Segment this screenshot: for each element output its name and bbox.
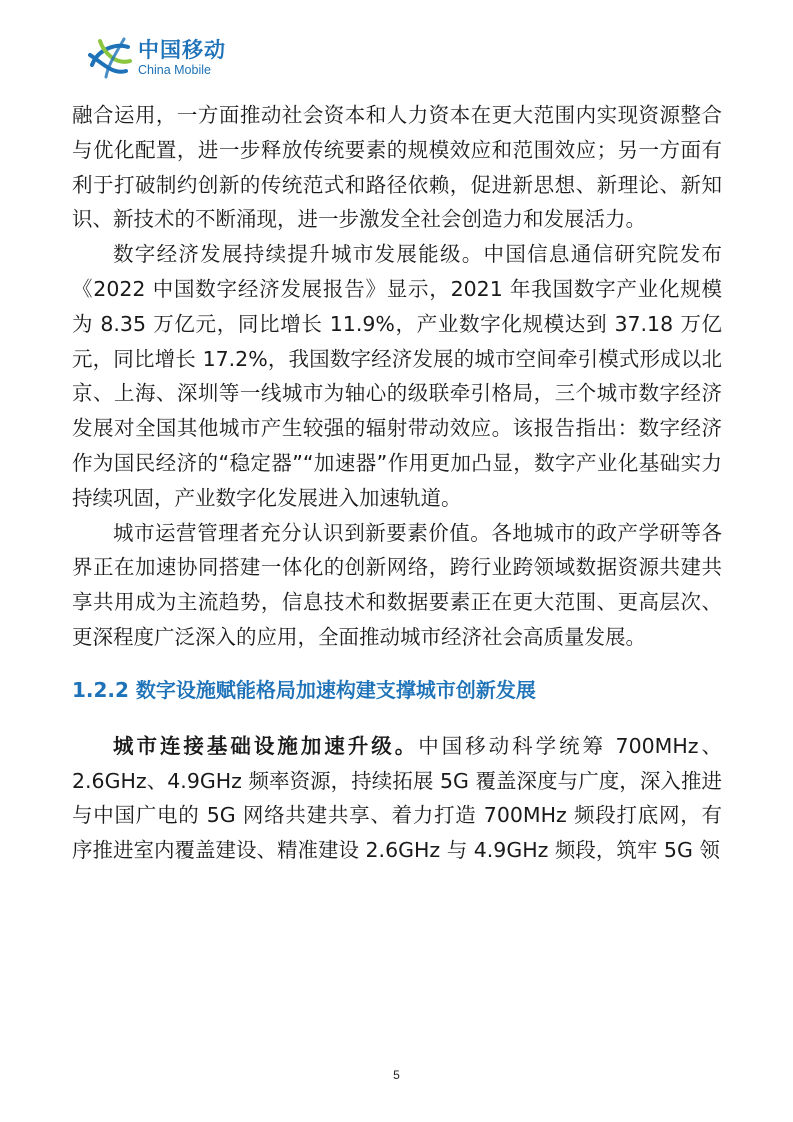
section-paragraph [72, 729, 722, 868]
page-number: 5 [393, 1068, 400, 1082]
china-mobile-logo-icon [86, 35, 132, 81]
paragraph-lead: 城市连接基础设施加速升级。 [113, 733, 419, 758]
paragraph-text: 中国移动科学统筹 700MHz、2.6GHz、4.9GHz 频率资源，持续拓展 5G 覆盖深度与广度，深入推进与中国广电的 5G 网络共建共享、着力打造 700MHz 频段打底网，有序推进室内覆盖建设、精准建设 2.6GHz 与 4.9GHz 频段，筑牢 5G 领 [72, 733, 723, 863]
header [86, 30, 226, 86]
paragraph: 融合运用，一方面推动社会资本和人力资本在更大范围内实现资源整合与优化配置，进一步释放传统要素的规模效应和范围效应；另一方面有利于打破制约创新的传统范式和路径依赖，促进新思想、新理论、新知识、新技术的不断涌现，进一步激发全社会创造力和发展活力。 [72, 103, 722, 232]
logo-chinese: 中国移动 [138, 37, 226, 62]
paragraph: 数字经济发展持续提升城市发展能级。中国信息通信研究院发布《2022 中国数字经济发展报告》显示，2021 年我国数字产业化规模为 8.35 万亿元，同比增长 11.9%，产业数字化规模达到 37.18 万亿元，同比增长 17.2%，我国数字经济发展的城市空间牵引模式形成以北京、上海、深圳等一线城市为轴心的级联牵引格局，三个城市数字经济发展对全国其他城市产生较强的辐射带动效应。该报告指出：数字经济作为国民经济的“稳定器”“加速器”作用更加凸显，数字产业化基础实力持续巩固，产业数字化发展进入加速轨道。 [72, 242, 722, 510]
logo-text [138, 37, 226, 77]
section-heading: 1.2.2 数字设施赋能格局加速构建支撑城市创新发展 [72, 677, 536, 702]
paragraph: 城市运营管理者充分认识到新要素价值。各地城市的政产学研等各界正在加速协同搭建一体化的创新网络，跨行业跨领域数据资源共建共享共用成为主流趋势，信息技术和数据要素正在更大范围、更高层次、更深程度广泛深入的应用，全面推动城市经济社会高质量发展。 [72, 520, 722, 649]
document-body [72, 98, 722, 868]
logo-english: China Mobile [138, 62, 211, 77]
